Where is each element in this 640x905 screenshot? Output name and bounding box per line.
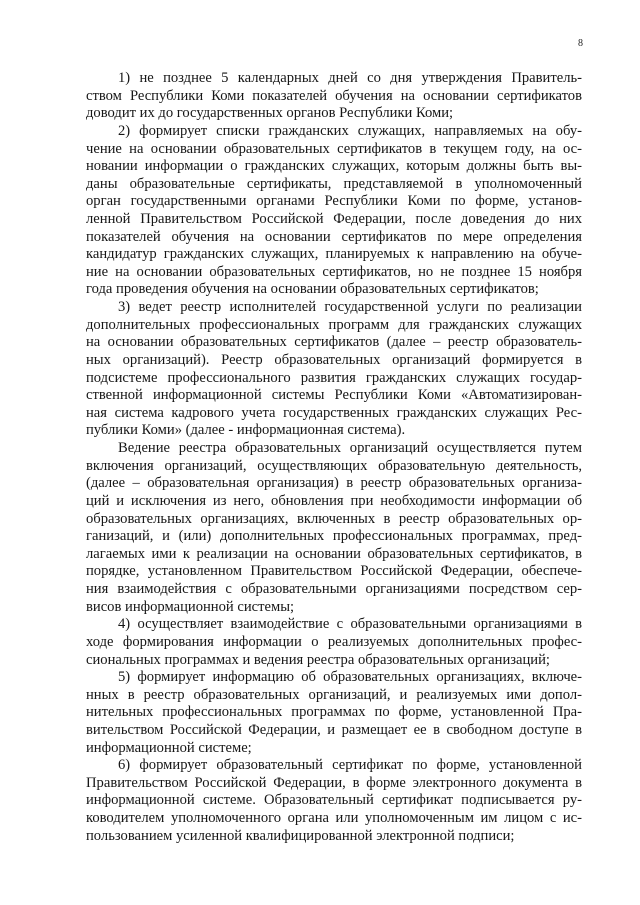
text-line: информационной системе. Образовательный сертификат подписывается ру- — [86, 792, 582, 809]
text-line: ством Республики Коми показателей обучения на основании сертификатов — [86, 87, 582, 104]
text-line: 1) не позднее 5 календарных дней со дня утверждения Правитель- — [118, 70, 582, 86]
text-line: ций и исключения из него, обновления при необходимости информации об — [86, 492, 582, 509]
text-line: сиональных программах и ведения реестра образовательных организаций; — [86, 651, 550, 668]
text-line: ная система кадрового учета государственных гражданских служащих Рес- — [86, 404, 582, 421]
text-line: ния взаимодействия с образовательными организациями посредством сер- — [86, 581, 582, 597]
text-line: висов информационной системы; — [86, 598, 295, 615]
text-line: доводит их до государственных органов Республики Коми; — [86, 105, 454, 122]
text-line: новании информации о гражданских служащих, которым должны быть вы- — [86, 158, 582, 175]
text-line: ние на основании образовательных сертификатов, но не позднее 15 ноября — [86, 263, 582, 280]
text-line: нительных профессиональных программах по форме, установленной Пра- — [86, 704, 582, 721]
text-line: информационной системе; — [86, 739, 252, 756]
text-line: на основании образовательных сертификатов (далее – реестр образователь- — [86, 334, 582, 351]
text-line: (далее – образовательная организация) в реестр образовательных организа- — [86, 475, 582, 492]
text-line: показателей обучения на основании сертификатов по мере определения — [86, 228, 582, 245]
text-line: ководителем уполномоченного органа или уполномоченным им лицом с ис- — [86, 810, 582, 826]
text-line: 3) ведет реестр исполнителей государственной услуги по реализации — [118, 299, 582, 316]
text-line: года проведения обучения на основании образовательных сертификатов; — [86, 281, 539, 298]
page-number: 8 — [578, 38, 583, 49]
text-line: порядке, установленном Правительством Российской Федерации, обеспече- — [86, 563, 582, 580]
text-line: ленной Правительством Российской Федерации, после доведения до них — [86, 211, 582, 227]
text-line: подсистеме профессионального развития гражданских служащих государ- — [86, 369, 582, 386]
text-line: публики Коми» (далее - информационная система). — [86, 422, 406, 439]
text-line: ственной информационной системы Республики Коми «Автоматизирован- — [86, 387, 582, 404]
text-line: 6) формирует образовательный сертификат по форме, установленной — [118, 757, 582, 774]
text-line: Правительством Российской Федерации, в форме электронного документа в — [86, 774, 582, 791]
text-line: дополнительных профессиональных программ для гражданских служащих — [86, 316, 582, 333]
text-line: 2) формирует списки гражданских служащих, направляемых на обу- — [118, 122, 582, 139]
text-line: ных организаций). Реестр образовательных организаций формируется в — [86, 351, 582, 368]
text-line: лагаемых ими к реализации на основании образовательных сертификатов, в — [86, 545, 582, 562]
text-line: Ведение реестра образовательных организаций осуществляется путем — [118, 440, 582, 456]
text-line: чение на основании образовательных сертификатов в текущем году, на ос- — [86, 140, 582, 157]
text-line: образовательных организациях, включенных в реестр образовательных ор- — [86, 510, 582, 527]
text-line: включения организаций, осуществляющих образовательную деятельность, — [86, 457, 582, 474]
text-line: нных в реестр образовательных организаций, и реализуемых ими допол- — [86, 686, 582, 703]
text-line: вительством Российской Федерации, и размещает ее в свободном доступе в — [86, 721, 582, 738]
text-line: ганизаций, и (или) дополнительных профессиональных программах, пред- — [86, 528, 582, 545]
text-line: пользованием усиленной квалифицированной электронной подписи; — [86, 827, 515, 844]
text-line: ходе формирования информации о реализуемых дополнительных профес- — [86, 633, 582, 650]
text-line: даны образовательные сертификаты, представляемой в уполномоченный — [86, 175, 582, 192]
text-line: орган государственными органами Республики Коми по форме, установ- — [86, 193, 582, 210]
text-line: 4) осуществляет взаимодействие с образовательными организациями в — [118, 616, 582, 633]
text-line: 5) формирует информацию об образовательных организациях, включе- — [118, 669, 582, 686]
text-line: кандидатур гражданских служащих, планируемых к направлению на обуче- — [86, 246, 582, 263]
